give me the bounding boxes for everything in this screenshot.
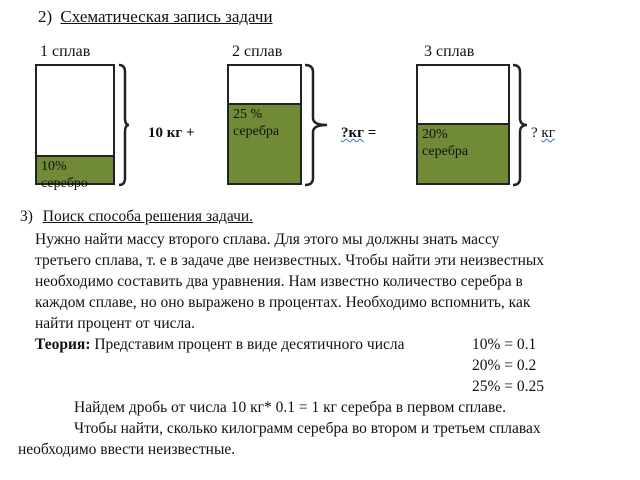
theory-line bbox=[35, 334, 405, 355]
result-mass bbox=[531, 125, 555, 142]
section-3-heading bbox=[20, 208, 253, 226]
mass-term-2 bbox=[341, 125, 376, 142]
paragraph-line: найти процент от числа. bbox=[35, 315, 195, 332]
alloy-3-label: 3 сплав bbox=[424, 43, 475, 60]
alloy-1-fill-label: 10% серебро bbox=[41, 159, 88, 192]
paragraph-line: Нужно найти массу второго сплава. Для этого мы должны знать массу bbox=[35, 231, 500, 248]
paragraph-line: третьего сплава, т. е в задаче две неизвестных. Чтобы найти эти неизвестных bbox=[35, 252, 545, 269]
section-3-paragraph bbox=[35, 229, 544, 334]
fraction-line: Найдем дробь от числа 10 кг* 0.1 = 1 кг серебра в первом сплаве. bbox=[74, 399, 507, 416]
unknown-mass-2: ?кг bbox=[341, 125, 364, 141]
alloy-2-label: 2 сплав bbox=[232, 43, 283, 60]
find-line-1: Чтобы найти, сколько килограмм серебра во втором и третьем сплавах bbox=[74, 420, 541, 437]
alloy-1-brace bbox=[117, 62, 131, 188]
section-3-number: 3) bbox=[20, 208, 33, 225]
conversion-3: 25% = 0.25 bbox=[472, 378, 545, 395]
conversion-1: 10% = 0.1 bbox=[472, 336, 537, 353]
alloy-3-fill-label: 20% серебра bbox=[422, 126, 469, 159]
alloy-2-brace bbox=[303, 62, 331, 188]
alloy-3-container bbox=[416, 64, 510, 185]
section-3-title: Поиск способа решения задачи. bbox=[42, 208, 254, 225]
paragraph-line: необходимо составить два уравнения. Нам известно количество серебра в bbox=[35, 273, 523, 290]
theory-label: Теория: bbox=[35, 336, 91, 353]
find-line-2: необходимо ввести неизвестные. bbox=[18, 441, 236, 458]
result-unit: кг bbox=[541, 125, 555, 141]
conversion-2: 20% = 0.2 bbox=[472, 357, 537, 374]
section-2-heading bbox=[38, 7, 273, 27]
alloy-2-container bbox=[227, 64, 302, 185]
alloy-2-silver-fill bbox=[229, 103, 300, 183]
section-2-number: 2) bbox=[38, 7, 53, 26]
mass-term-1: 10 кг + bbox=[148, 125, 195, 141]
alloy-1-container bbox=[35, 64, 115, 192]
alloy-2-fill-label: 25 % серебра bbox=[233, 106, 280, 139]
alloy-1-silver-fill bbox=[37, 155, 113, 192]
alloy-3-brace bbox=[511, 62, 531, 188]
result-question: ? bbox=[531, 125, 542, 141]
theory-text: Представим процент в виде десятичного числа bbox=[90, 336, 405, 353]
equals-sign: = bbox=[363, 125, 377, 141]
paragraph-line: каждом сплаве, но оно выражено в процентах. Необходимо вспомнить, как bbox=[35, 294, 531, 311]
section-2-title: Схематическая запись задачи bbox=[60, 7, 273, 26]
alloy-1-label: 1 сплав bbox=[40, 43, 91, 60]
alloy-3-silver-fill bbox=[418, 123, 508, 184]
